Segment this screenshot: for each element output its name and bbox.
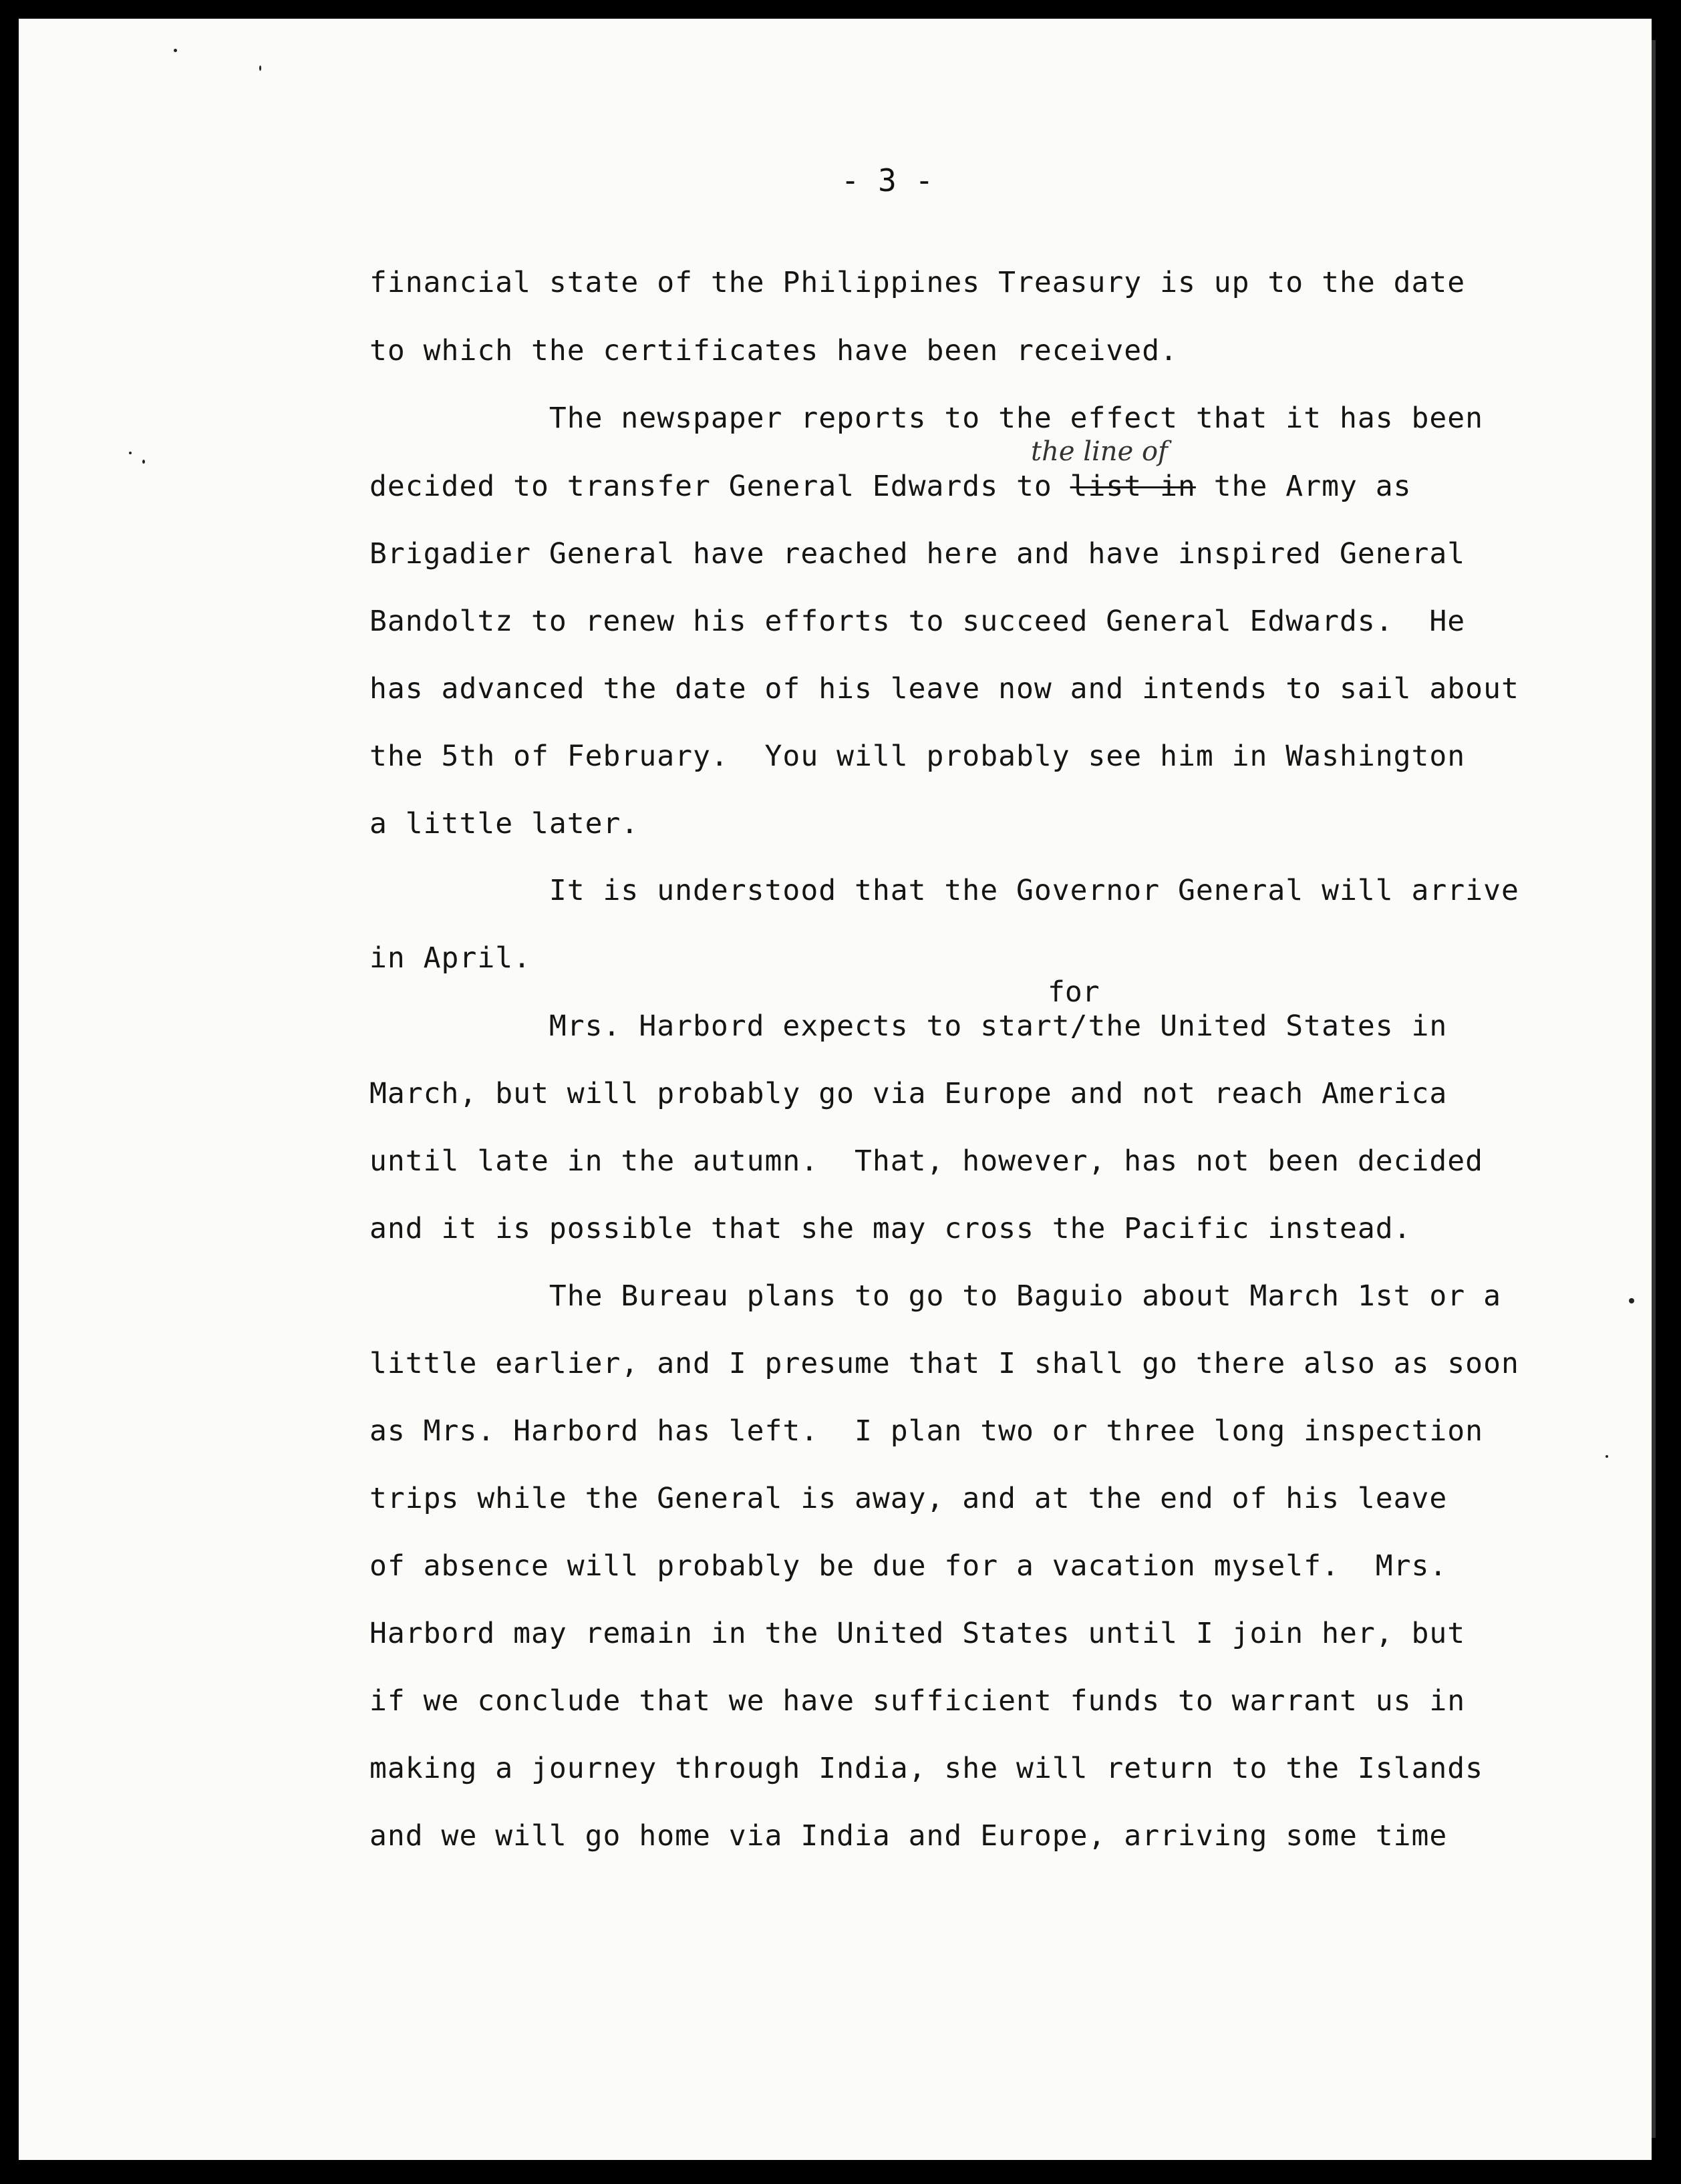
scan-speck <box>1629 1298 1634 1303</box>
text-line: and we will go home via India and Europe, arriving some time <box>369 1819 1448 1853</box>
handwritten-insert: the line of <box>1031 436 1168 467</box>
text-line: Mrs. Harbord expects to start/the United States in <box>369 1009 1448 1043</box>
text-line: Bandoltz to renew his efforts to succeed General Edwards. He <box>369 605 1466 638</box>
text-line: The Bureau plans to go to Baguio about March 1st or a <box>369 1279 1501 1313</box>
scan-border <box>1662 19 1681 2160</box>
text-line: Harbord may remain in the United States until I join her, but <box>369 1617 1466 1650</box>
scan-speck <box>1606 1455 1608 1458</box>
text-line: until late in the autumn. That, however, has not been decided <box>369 1144 1484 1178</box>
text-line <box>369 470 1412 503</box>
scan-speck <box>142 460 145 464</box>
text-segment: the Army as <box>1195 470 1412 503</box>
text-line: March, but will probably go via Europe and not reach America <box>369 1077 1448 1110</box>
text-line: financial state of the Philippines Treasury is up to the date <box>369 266 1466 299</box>
text-segment: decided to transfer General Edwards to <box>369 470 1070 503</box>
document-page <box>19 19 1652 2160</box>
text-line: trips while the General is away, and at the end of his leave <box>369 1482 1448 1515</box>
struck-text: list in <box>1070 470 1196 503</box>
text-line: in April. <box>369 941 531 975</box>
text-line: a little later. <box>369 807 639 840</box>
text-line: of absence will probably be due for a vacation myself. Mrs. <box>369 1549 1448 1583</box>
text-line: as Mrs. Harbord has left. I plan two or three long inspection <box>369 1414 1484 1448</box>
scan-speck <box>129 452 132 454</box>
text-line: little earlier, and I presume that I shall go there also as soon <box>369 1347 1519 1380</box>
scan-speck <box>174 49 177 52</box>
typed-insert: for <box>1048 975 1100 1009</box>
text-line: The newspaper reports to the effect that it has been <box>369 402 1484 435</box>
text-line: if we conclude that we have sufficient funds to warrant us in <box>369 1684 1466 1718</box>
text-line: to which the certificates have been received. <box>369 334 1178 367</box>
text-line: the 5th of February. You will probably see him in Washington <box>369 740 1466 773</box>
text-line: making a journey through India, she will return to the Islands <box>369 1752 1484 1785</box>
page-number: - 3 - <box>840 162 934 198</box>
text-line: and it is possible that she may cross the Pacific instead. <box>369 1212 1412 1245</box>
scan-page-edge <box>1652 40 1656 2138</box>
text-line: has advanced the date of his leave now and intends to sail about <box>369 672 1519 706</box>
text-line: It is understood that the Governor General will arrive <box>369 874 1519 907</box>
text-line: Brigadier General have reached here and have inspired General <box>369 537 1466 571</box>
scan-speck <box>259 65 261 71</box>
